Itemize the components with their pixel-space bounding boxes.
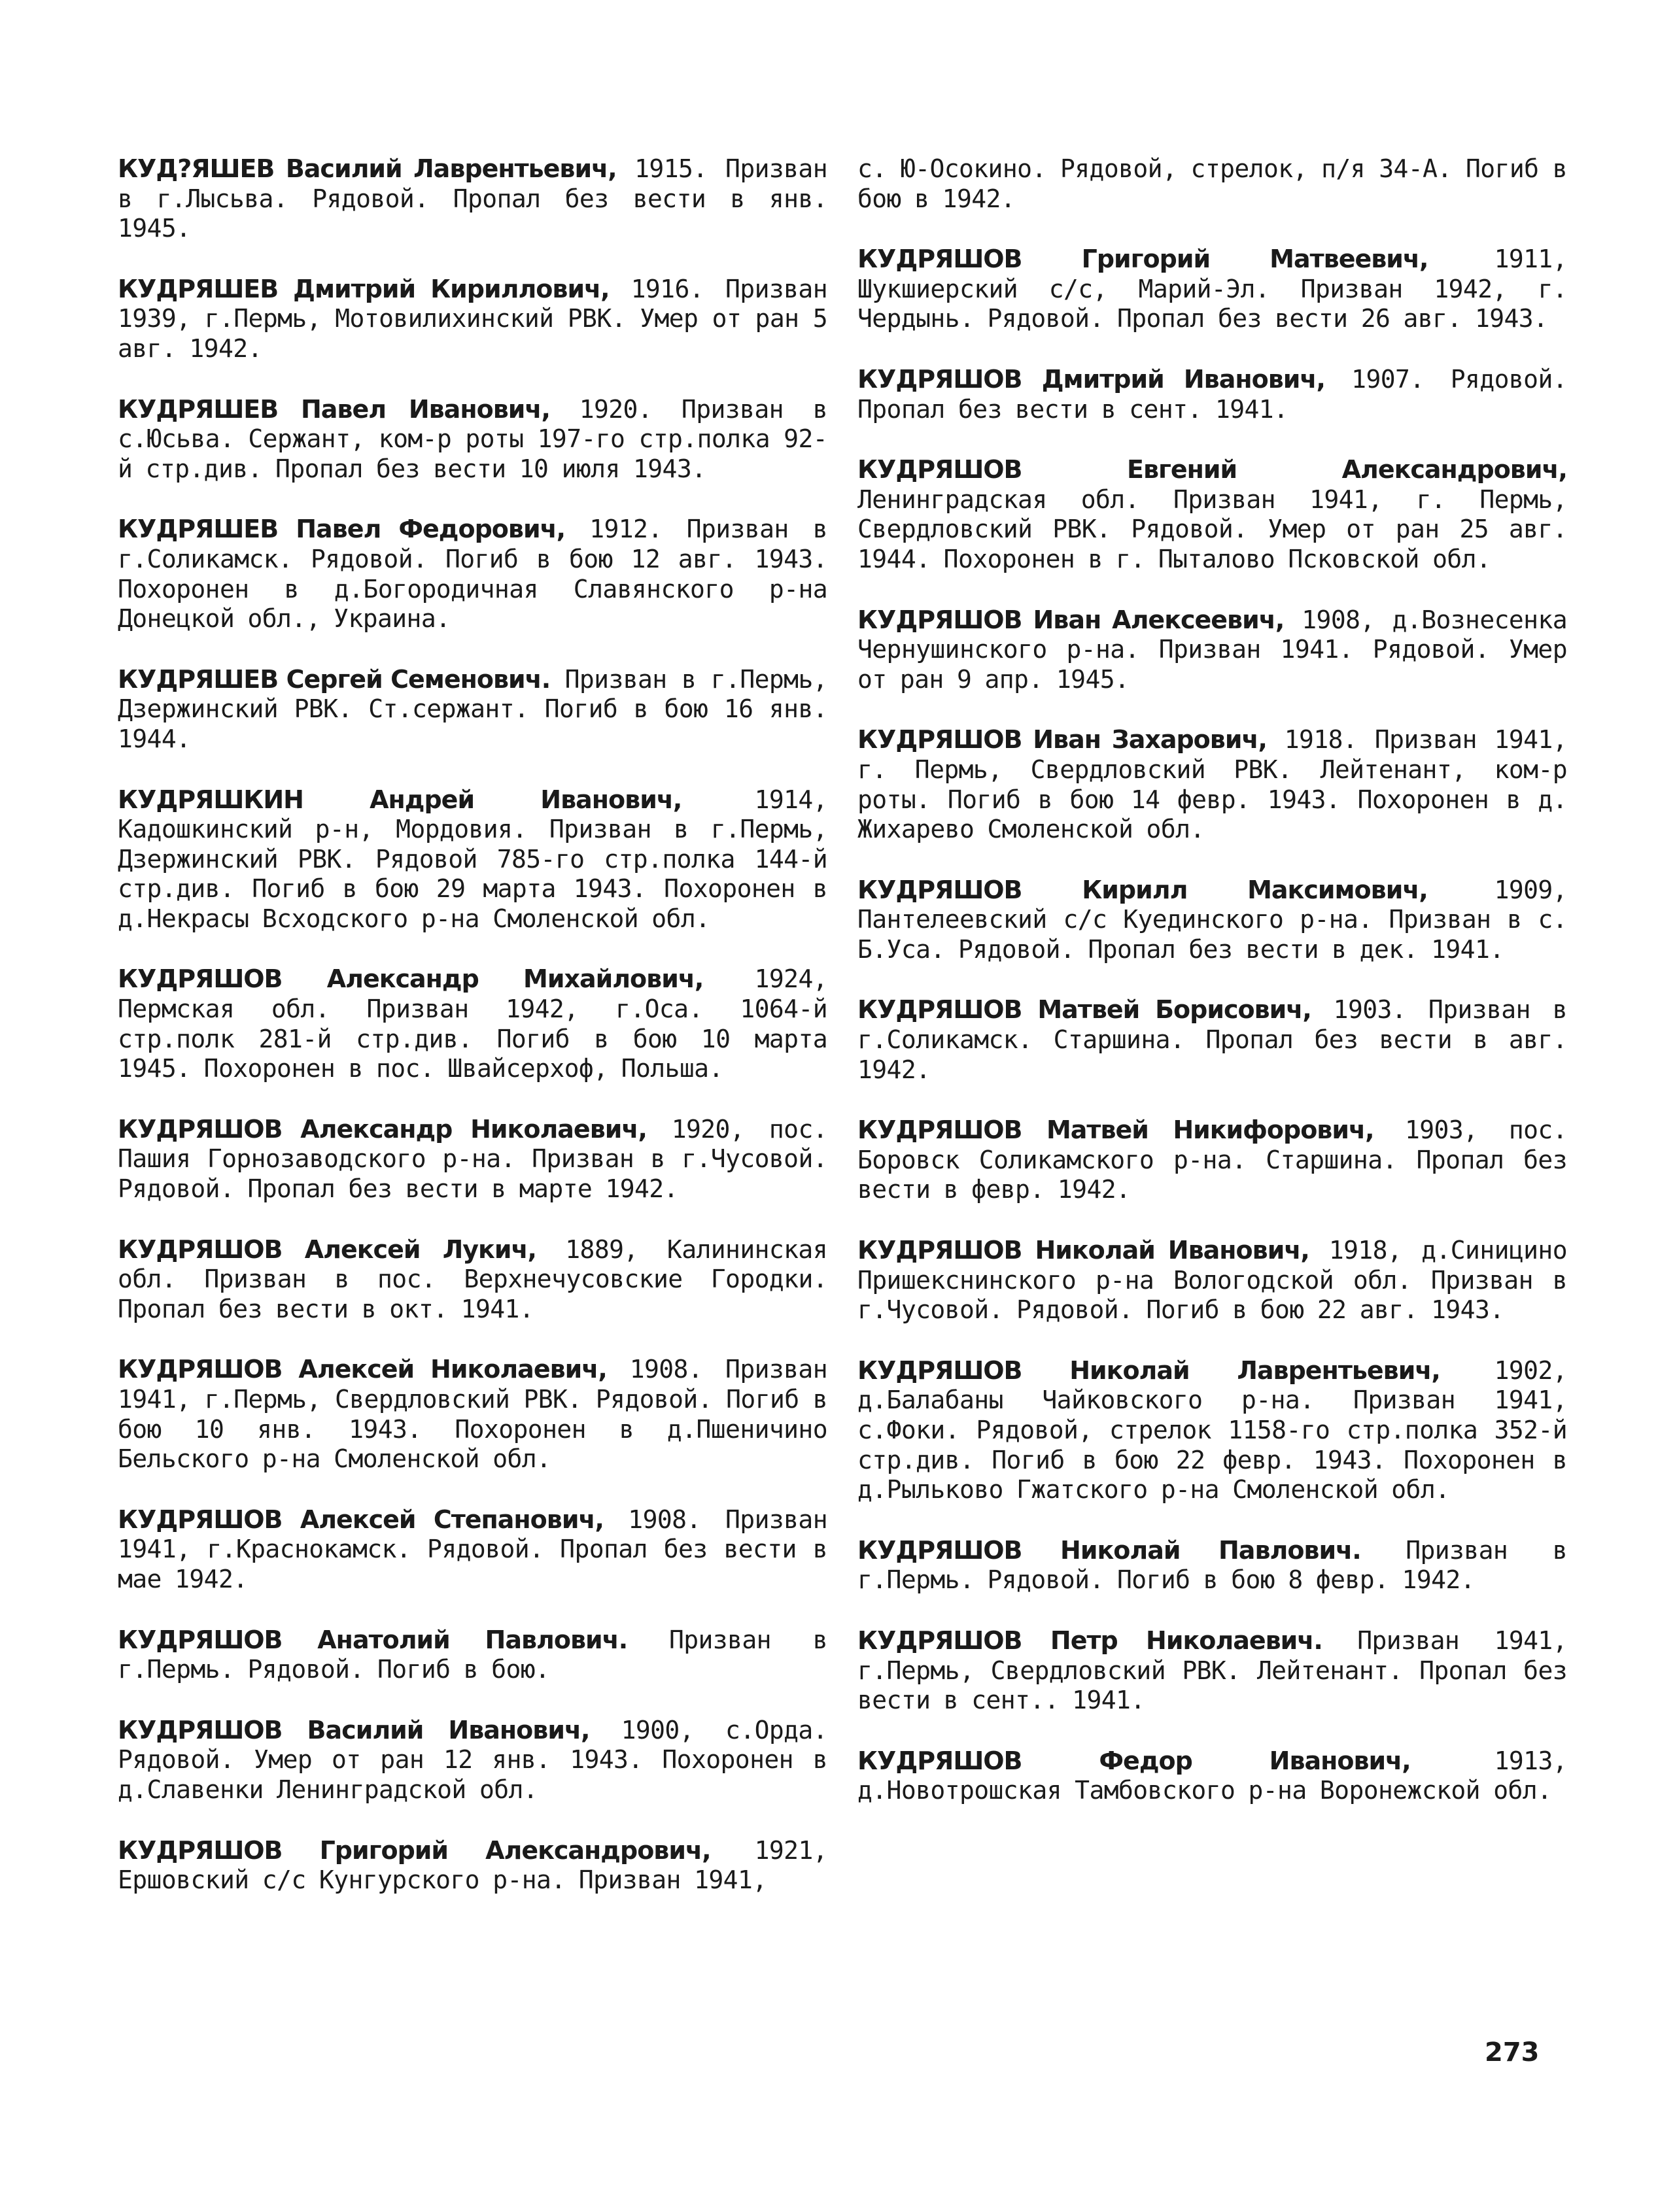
entry-name: КУДРЯШОВ Евгений Александрович, bbox=[857, 455, 1567, 485]
entry-text: 1900, с.Орда. Рядовой. Умер от ран 12 янв. 1943. Похоронен в д.Славенки Ленинградской обл. bbox=[118, 1715, 827, 1804]
entry-text: 1903, пос. Боровск Соликамского р-на. Старшина. Пропал без вести в февр. 1942. bbox=[857, 1115, 1567, 1204]
entry bbox=[857, 455, 1567, 574]
entry bbox=[118, 964, 827, 1083]
entry bbox=[857, 365, 1567, 424]
entry-text: 1912. Призван в г.Соликамск. Рядовой. Погиб в бою 12 авг. 1943. Похоронен в д.Богородичная Славянского р-на Донецкой обл., Украина. bbox=[118, 515, 828, 634]
entry-text: 1918. Призван 1941, г. Пермь, Свердловский РВК. Лейтенант, ком-р роты. Погиб в бою 14 февр. 1943. Похоронен в д. Жихарево Смоленской обл. bbox=[857, 725, 1568, 844]
entry bbox=[857, 1536, 1567, 1595]
entry-name: КУДРЯШОВ Матвей Борисович, bbox=[857, 995, 1311, 1025]
entry bbox=[857, 605, 1567, 695]
entry-text: Призван в г.Пермь. Рядовой. Погиб в бою 8 февр. 1942. bbox=[857, 1535, 1567, 1595]
entry-name: КУДРЯШЕВ Дмитрий Кириллович, bbox=[118, 274, 610, 303]
entry-text: Призван 1941, г.Пермь, Свердловский РВК. Лейтенант. Пропал без вести в сент.. 1941. bbox=[857, 1625, 1567, 1715]
entry-name: КУДРЯШОВ Федор Иванович, bbox=[857, 1746, 1411, 1775]
entry-name: КУДРЯШОВ Алексей Лукич, bbox=[118, 1234, 536, 1264]
entry-name: КУДРЯШОВ Александр Николаевич, bbox=[118, 1114, 647, 1144]
entry-text: 1920, пос. Пашия Горнозаводского р-на. Призван в г.Чусовой. Рядовой. Пропал без вести в марте 1942. bbox=[118, 1114, 827, 1204]
entry bbox=[857, 1236, 1567, 1325]
entry-text: Ленинградская обл. Призван 1941, г. Пермь, Свердловский РВК. Рядовой. Умер от ран 25 авг. 1944. Похоронен в г. Пыталово Псковской обл. bbox=[857, 485, 1567, 573]
entry bbox=[118, 515, 827, 634]
entry bbox=[118, 275, 827, 364]
entry-text: 1918, д.Синицино Пришекснинского р-на Вологодской обл. Призван в г.Чусовой. Рядовой. Погиб в бою 22 авг. 1943. bbox=[857, 1236, 1567, 1325]
entry bbox=[857, 725, 1567, 844]
entry-name: КУДРЯШОВ Дмитрий Иванович, bbox=[857, 364, 1325, 394]
entry-text: 1908. Призван 1941, г.Краснокамск. Рядовой. Пропал без вести в мае 1942. bbox=[118, 1505, 827, 1593]
entry-name: КУД?ЯШЕВ Василий Лаврентьевич, bbox=[118, 154, 617, 183]
entry-text: 1924, Пермская обл. Призван 1942, г.Оса. 1064-й стр.полк 281-й стр.див. Погиб в бою 10 марта 1945. Похоронен в пос. Швайсерхоф, Польша. bbox=[118, 964, 827, 1083]
entry bbox=[857, 154, 1567, 214]
entry bbox=[857, 995, 1567, 1085]
entry bbox=[118, 1115, 827, 1204]
entry-name: КУДРЯШОВ Матвей Никифорович, bbox=[857, 1115, 1374, 1145]
page-number: 273 bbox=[1485, 2037, 1540, 2067]
entry-name: КУДРЯШОВ Петр Николаевич. bbox=[857, 1625, 1322, 1655]
entry-text: 1914, Кадошкинский р-н, Мордовия. Призван в г.Пермь, Дзержинский РВК. Рядовой 785-го стр.полка 144-й стр.див. Погиб в бою 29 марта 1943. Похоронен в д.Некрасы Всходского р-на Смоленской обл. bbox=[118, 785, 827, 933]
entry-name: КУДРЯШОВ Иван Алексеевич, bbox=[857, 605, 1285, 634]
entry-name: КУДРЯШОВ Алексей Николаевич, bbox=[118, 1355, 607, 1384]
entry bbox=[118, 1836, 827, 1896]
left-column bbox=[118, 154, 827, 1926]
entry-text: 1916. Призван 1939, г.Пермь, Мотовилихинский РВК. Умер от ран 5 авг. 1942. bbox=[118, 274, 827, 363]
entry bbox=[857, 1115, 1567, 1205]
entry bbox=[118, 1505, 827, 1595]
entry-name: КУДРЯШОВ Иван Захарович, bbox=[857, 725, 1267, 755]
entry-text: 1889, Калининская обл. Призван в пос. Верхнечусовские Городки. Пропал без вести в окт. 1941. bbox=[118, 1234, 827, 1323]
entry-name: КУДРЯШОВ Алексей Степанович, bbox=[118, 1505, 604, 1534]
entry-text: 1921, Ершовский с/с Кунгурского р-на. Призван 1941, bbox=[118, 1835, 828, 1895]
entry bbox=[118, 1235, 827, 1325]
entry-text: Призван в г.Пермь. Рядовой. Погиб в бою. bbox=[118, 1625, 827, 1684]
entry-text: с. Ю-Осокино. Рядовой, стрелок, п/я 34-А. Погиб в бою в 1942. bbox=[857, 154, 1567, 213]
entry-name: КУДРЯШОВ Григорий Матвеевич, bbox=[857, 245, 1428, 274]
entry-text: 1902, д.Балабаны Чайковского р-на. Призван 1941, с.Фоки. Рядовой, стрелок 1158-го стр.полка 352-й стр.див. Погиб в бою 22 февр. 1943. Похоронен в д.Рыльково Гжатского р-на Смоленской обл. bbox=[857, 1355, 1567, 1505]
entry bbox=[118, 395, 827, 485]
entry bbox=[118, 1355, 827, 1474]
entry-name: КУДРЯШОВ Анатолий Павлович. bbox=[118, 1625, 628, 1654]
entry-text: 1909, Пантелеевский с/с Куединского р-на. Призван в с. Б.Уса. Рядовой. Пропал без вести в дек. 1941. bbox=[857, 875, 1567, 964]
entry bbox=[118, 1625, 827, 1685]
entry bbox=[118, 1716, 827, 1805]
entry-name: КУДРЯШКИН Андрей Иванович, bbox=[118, 785, 682, 814]
entry-name: КУДРЯШОВ Николай Павлович. bbox=[857, 1535, 1361, 1565]
entry-name: КУДРЯШЕВ Павел Федорович, bbox=[118, 515, 566, 544]
entry bbox=[857, 1626, 1567, 1716]
right-column bbox=[857, 154, 1567, 1837]
entry-name: КУДРЯШОВ Николай Иванович, bbox=[857, 1236, 1309, 1265]
entry-text: 1908, д.Вознесенка Чернушинского р-на. Призван 1941. Рядовой. Умер от ран 9 апр. 1945. bbox=[857, 605, 1567, 694]
entry-text: Призван в г.Пермь, Дзержинский РВК. Ст.сержант. Погиб в бою 16 янв. 1944. bbox=[118, 664, 827, 753]
entry-name: КУДРЯШОВ Кирилл Максимович, bbox=[857, 875, 1428, 904]
entry-text: 1915. Призван в г.Лысьва. Рядовой. Пропал без вести в янв. 1945. bbox=[118, 154, 827, 243]
entry-name: КУДРЯШЕВ Сергей Семенович. bbox=[118, 664, 551, 694]
entry-name: КУДРЯШОВ Василий Иванович, bbox=[118, 1715, 590, 1744]
entry bbox=[118, 154, 827, 244]
entry-text: 1920. Призван в с.Юсьва. Сержант, ком-р роты 197-го стр.полка 92-й стр.див. Пропал без вести 10 июля 1943. bbox=[118, 394, 827, 483]
entry bbox=[118, 785, 827, 934]
entry-name: КУДРЯШОВ Николай Лаврентьевич, bbox=[857, 1355, 1440, 1385]
entry bbox=[857, 245, 1567, 334]
entry bbox=[118, 665, 827, 755]
entry-text: 1911, Шукшиерский с/с, Марий-Эл. Призван 1942, г. Чердынь. Рядовой. Пропал без вести 26 авг. 1943. bbox=[857, 245, 1567, 333]
entry-text: 1913, д.Новотрошская Тамбовского р-на Воронежской обл. bbox=[857, 1746, 1567, 1805]
entry-text: 1903. Призван в г.Соликамск. Старшина. Пропал без вести в авг. 1942. bbox=[857, 995, 1568, 1084]
entry-name: КУДРЯШОВ Григорий Александрович, bbox=[118, 1835, 711, 1865]
entry-text: 1907. Рядовой. Пропал без вести в сент. 1941. bbox=[857, 364, 1567, 424]
entry-name: КУДРЯШОВ Александр Михайлович, bbox=[118, 964, 704, 994]
entry-name: КУДРЯШЕВ Павел Иванович, bbox=[118, 394, 550, 424]
entry-text: 1908. Призван 1941, г.Пермь, Свердловский РВК. Рядовой. Погиб в бою 10 янв. 1943. Похоронен в д.Пшеничино Бельского р-на Смоленской обл. bbox=[118, 1355, 827, 1474]
entry bbox=[857, 876, 1567, 965]
entry bbox=[857, 1746, 1567, 1806]
entry bbox=[857, 1356, 1567, 1505]
